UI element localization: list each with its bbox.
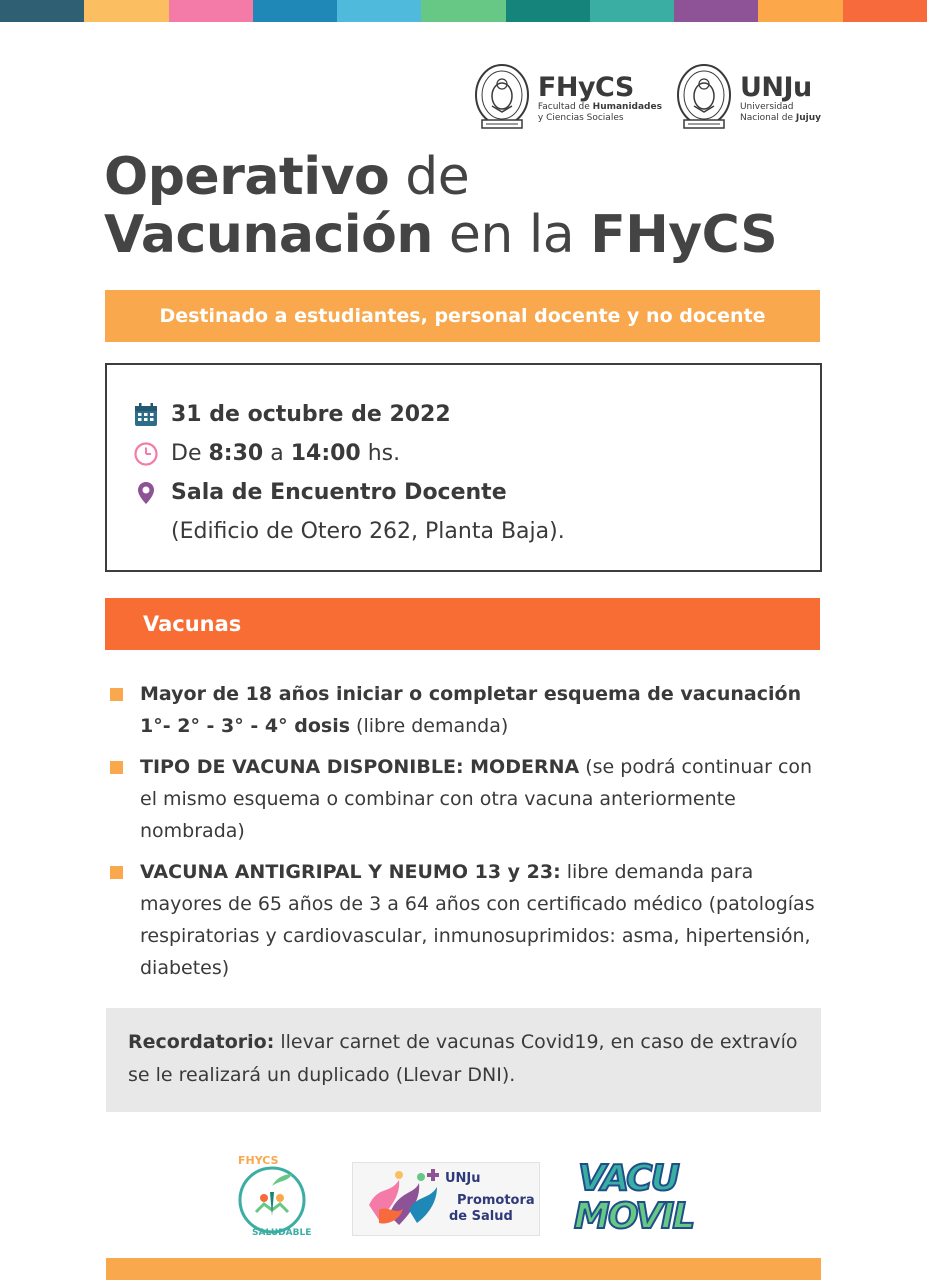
promotora-figures-icon (359, 1165, 449, 1235)
event-info-box (105, 363, 822, 572)
promotora-salud-logo (352, 1162, 540, 1236)
fhycs-logo-line1-b: Humanidades (592, 102, 662, 112)
list-item (110, 678, 830, 742)
bottom-bar (106, 1258, 821, 1280)
square-bullet-icon (110, 761, 123, 774)
strip-segment (590, 0, 674, 22)
time-end: 14:00 (290, 441, 361, 466)
fhycs-seal-icon (474, 62, 530, 136)
vaccine-item-bold: VACUNA ANTIGRIPAL Y NEUMO 13 y 23: (140, 861, 561, 883)
page-title (104, 148, 777, 264)
promotora-line1: Promotora (457, 1193, 535, 1208)
vacumovil-line1: VACU (578, 1158, 678, 1199)
unju-seal-icon (676, 62, 732, 136)
list-item (110, 751, 830, 847)
vaccine-item-text: (se podrá continuar con el mismo esquema o combinar con otra vacuna anteriormente nombrada) (140, 756, 813, 842)
unju-logo-line2-b: Jujuy (795, 113, 821, 123)
time-prefix: De (171, 441, 202, 466)
footer-logos (0, 1150, 927, 1245)
strip-segment (253, 0, 337, 22)
square-bullet-icon (110, 866, 123, 879)
strip-segment (0, 0, 84, 22)
vaccine-item-text: libre demanda para mayores de 65 años de 3 a 64 años con certificado médico (patologías respiratorias y cardiovascular, inmunosuprimidos: asma, hipertensión, diabetes) (140, 861, 815, 979)
event-address: (Edificio de Otero 262, Planta Baja). (171, 519, 565, 544)
audience-banner: Destinado a estudiantes, personal docente y no docente (105, 290, 820, 342)
event-date: 31 de octubre de 2022 (171, 402, 451, 427)
title-word-operativo: Operativo (104, 147, 390, 207)
promotora-line2: de Salud (449, 1209, 513, 1224)
unju-logo-line2-a: Nacional de (739, 113, 796, 123)
strip-segment (674, 0, 758, 22)
strip-segment (506, 0, 590, 22)
saludable-bottom-text: SALUDABLE (252, 1228, 312, 1238)
vaccines-header: Vacunas (105, 598, 820, 650)
fhycs-logo (474, 62, 662, 136)
title-word-vacunacion: Vacunación (104, 205, 433, 265)
location-pin-icon (133, 480, 159, 506)
reminder-box (106, 1008, 821, 1112)
saludable-top-text: FHYCS (238, 1154, 279, 1167)
time-row (133, 434, 820, 473)
clock-icon (133, 441, 159, 467)
strip-segment (421, 0, 505, 22)
strip-segment (169, 0, 253, 22)
strip-segment (84, 0, 168, 22)
promotora-unju: UNJu (445, 1171, 481, 1186)
list-item (110, 856, 830, 984)
vaccine-item-bold: Mayor de 18 años iniciar o completar esquema de vacunación 1°- 2° - 3° - 4° dosis (140, 683, 802, 737)
title-word-fhycs: FHyCS (590, 205, 778, 265)
title-word-en-la: en la (432, 205, 591, 265)
unju-logo-name: UNJu (739, 72, 812, 103)
top-color-strip (0, 0, 927, 22)
vacumovil-line2: MOVIL (574, 1196, 694, 1237)
title-word-de: de (389, 147, 470, 207)
vacumovil-logo (572, 1158, 706, 1240)
strip-segment (843, 0, 927, 22)
unju-logo (676, 62, 821, 136)
time-suffix: hs. (367, 441, 401, 466)
strip-segment (758, 0, 842, 22)
calendar-icon (133, 402, 159, 428)
time-start: 8:30 (208, 441, 264, 466)
vaccines-list (110, 678, 830, 993)
place-row (133, 473, 820, 512)
vaccine-item-text: (libre demanda) (350, 715, 509, 737)
header-logos (474, 62, 821, 136)
square-bullet-icon (110, 688, 123, 701)
reminder-text: llevar carnet de vacunas Covid19, en caso de extravío se le realizará un duplicado (Llevar DNI). (128, 1031, 798, 1086)
fhycs-logo-line1-a: Facultad de (537, 102, 593, 112)
vaccine-item-bold: TIPO DE VACUNA DISPONIBLE: MODERNA (140, 756, 580, 778)
strip-segment (337, 0, 421, 22)
fhycs-logo-line2: y Ciencias Sociales (537, 113, 624, 123)
time-mid: a (270, 441, 284, 466)
fhycs-logo-name: FHyCS (537, 72, 634, 103)
event-place: Sala de Encuentro Docente (171, 480, 507, 505)
date-row (133, 395, 820, 434)
reminder-label: Recordatorio: (128, 1031, 275, 1053)
unju-logo-line1: Universidad (739, 102, 794, 112)
